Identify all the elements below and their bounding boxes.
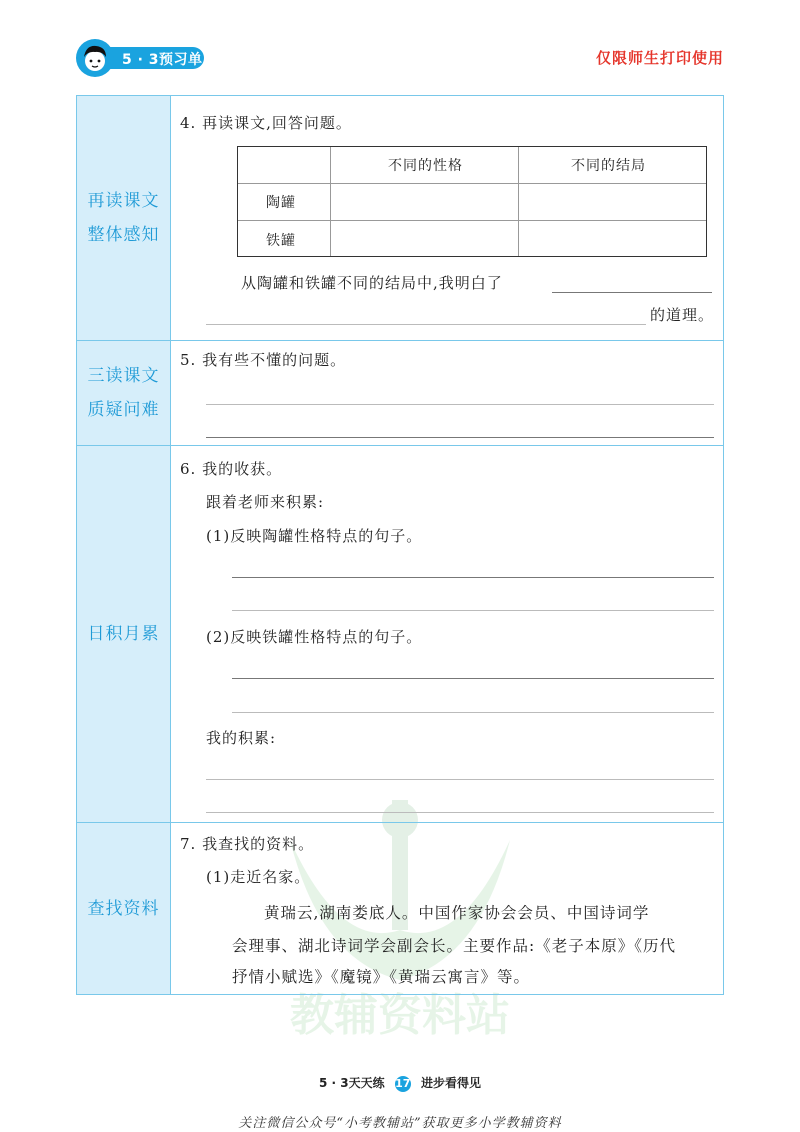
row-header-iron-pot: 铁罐 xyxy=(266,233,296,249)
col-header-personality: 不同的性格 xyxy=(388,158,463,174)
my-accumulation-label: 我的积累: xyxy=(206,729,277,747)
page-footer xyxy=(0,1074,800,1092)
answer-line[interactable] xyxy=(206,779,714,780)
promo-note: 关注微信公众号“小考教辅站”获取更多小学教辅资料 xyxy=(238,1116,562,1131)
row-header-clay-pot: 陶罐 xyxy=(266,195,296,211)
item-clay-pot: (1)反映陶罐性格特点的句子。 xyxy=(206,527,423,545)
watermark-text: 教辅资料站 xyxy=(290,990,510,1041)
author-bio-line-2: 会理事、湖北诗词学会副会长。主要作品:《老子本原》《历代 xyxy=(232,937,676,955)
follow-teacher-label: 跟着老师来积累: xyxy=(206,493,325,511)
series-badge-label: 5 · 3预习单 xyxy=(122,52,203,68)
section-label: 日积月累 xyxy=(77,446,171,822)
comparison-table xyxy=(237,146,707,257)
worksheet-table xyxy=(76,95,724,995)
print-notice: 仅限师生打印使用 xyxy=(595,49,724,67)
col-header-ending: 不同的结局 xyxy=(571,158,646,174)
footer-slogan: 进步看得见 xyxy=(420,1076,481,1090)
section-label: 再读课文 整体感知 xyxy=(77,96,171,340)
answer-line[interactable] xyxy=(552,292,712,293)
answer-line[interactable] xyxy=(232,577,714,578)
author-bio-line-1: 黄瑞云,湖南娄底人。中国作家协会会员、中国诗词学 xyxy=(264,904,650,922)
section-label: 查找资料 xyxy=(77,823,171,994)
answer-line[interactable] xyxy=(206,404,714,405)
section-label: 三读课文 质疑问难 xyxy=(77,341,171,445)
lesson-prompt: 从陶罐和铁罐不同的结局中,我明白了 xyxy=(241,274,503,292)
section-research xyxy=(77,823,723,994)
section-question-doubts xyxy=(77,341,723,446)
section-accumulation xyxy=(77,446,723,823)
answer-line[interactable] xyxy=(206,437,714,438)
author-bio-line-3: 抒情小赋选》《魔镜》《黄瑞云寓言》等。 xyxy=(232,968,531,986)
question-7: 7. 我查找的资料。 xyxy=(180,835,315,853)
series-badge xyxy=(100,47,204,69)
answer-line[interactable] xyxy=(206,324,646,325)
answer-line[interactable] xyxy=(232,678,714,679)
question-4: 4. 再读课文,回答问题。 xyxy=(180,114,352,132)
item-famous-author: (1)走近名家。 xyxy=(206,868,311,886)
footer-series: 5 · 3天天练 xyxy=(318,1076,385,1090)
section-reread-overall xyxy=(77,96,723,341)
answer-line[interactable] xyxy=(206,812,714,813)
item-iron-pot: (2)反映铁罐性格特点的句子。 xyxy=(206,628,423,646)
answer-line[interactable] xyxy=(232,712,714,713)
page-number: 17 xyxy=(395,1076,411,1090)
lesson-suffix: 的道理。 xyxy=(650,306,715,324)
student-avatar-icon xyxy=(76,39,114,77)
answer-line[interactable] xyxy=(232,610,714,611)
question-6: 6. 我的收获。 xyxy=(180,460,283,478)
question-5: 5. 我有些不懂的问题。 xyxy=(180,351,347,369)
